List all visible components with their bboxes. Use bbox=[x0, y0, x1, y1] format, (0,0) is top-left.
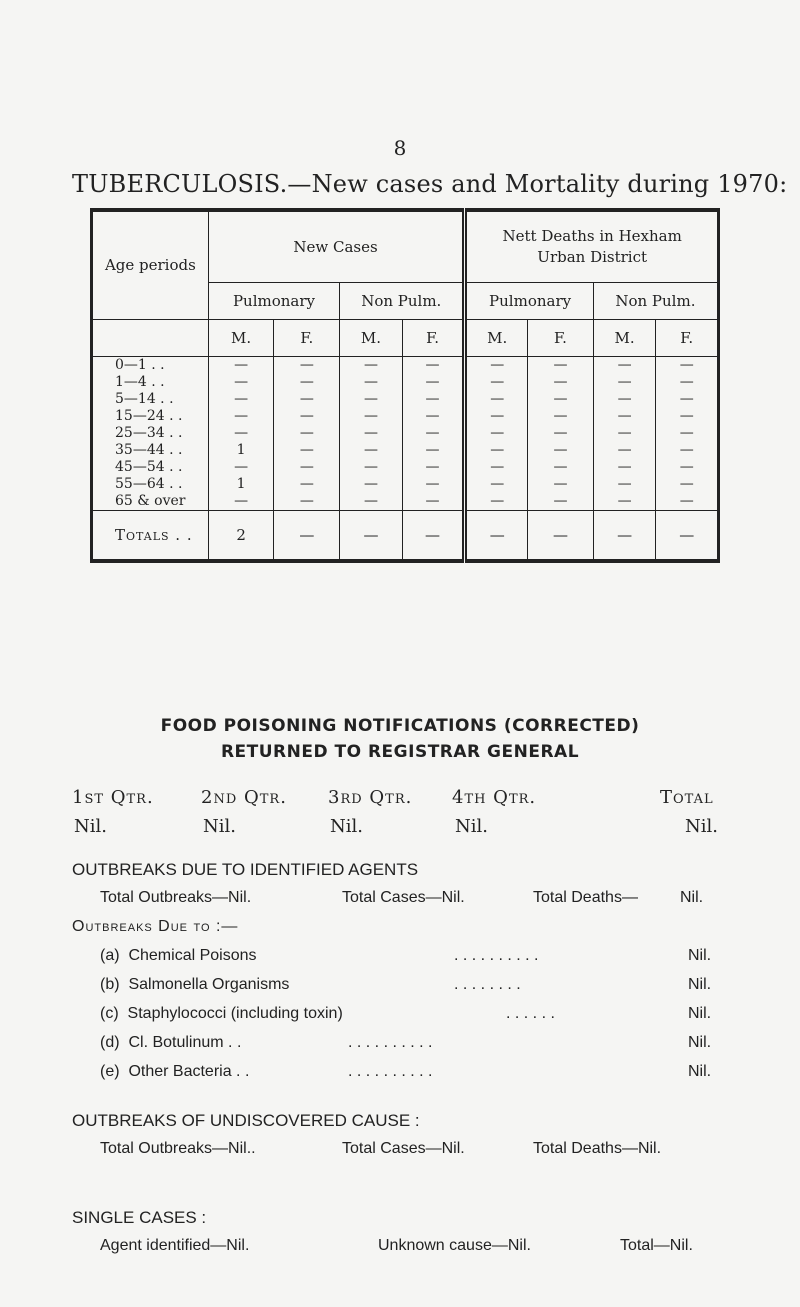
total-cell: — bbox=[274, 511, 340, 562]
table-cell: — bbox=[679, 493, 694, 509]
identified-total-deaths-value: Nil. bbox=[680, 889, 704, 906]
agent-text: Salmonella Organisms bbox=[128, 976, 290, 993]
col-death-pulm-f bbox=[528, 357, 594, 511]
header-new-cases: New Cases bbox=[208, 210, 465, 283]
header-nett-deaths bbox=[465, 210, 719, 283]
quarter-value-1: Nil. bbox=[74, 816, 107, 837]
table-cell: — bbox=[490, 442, 505, 458]
table-cell: — bbox=[363, 425, 378, 441]
total-cell: — bbox=[465, 511, 528, 562]
agent-value: Nil. bbox=[688, 976, 712, 993]
table-cell: — bbox=[363, 374, 378, 390]
age-group: 0—1 . . bbox=[115, 357, 165, 373]
table-cell: — bbox=[490, 408, 505, 424]
agent-label: (d) bbox=[100, 1034, 120, 1051]
agent-label: (c) bbox=[100, 1005, 119, 1022]
table-cell: — bbox=[363, 493, 378, 509]
agent-label: (e) bbox=[100, 1063, 120, 1080]
table-cell: — bbox=[553, 374, 568, 390]
agent-text: Cl. Botulinum . . bbox=[128, 1034, 242, 1051]
table-cell: — bbox=[363, 408, 378, 424]
table-cell: — bbox=[363, 476, 378, 492]
single-unknown-cause: Unknown cause—Nil. bbox=[378, 1237, 531, 1254]
page-number: 8 bbox=[393, 136, 407, 160]
totals-label: Totals . . bbox=[92, 511, 209, 562]
agent-dots: . . . . . . . . . . bbox=[348, 1063, 433, 1080]
total-cell: 2 bbox=[208, 511, 274, 562]
quarter-label-3: 3rd Qtr. bbox=[328, 787, 413, 808]
table-cell: — bbox=[234, 374, 249, 390]
table-cell: — bbox=[490, 476, 505, 492]
table-cell: — bbox=[490, 459, 505, 475]
table-cell: — bbox=[553, 442, 568, 458]
quarter-value-2: Nil. bbox=[203, 816, 236, 837]
agent-dots: . . . . . . . . bbox=[454, 976, 521, 993]
table-cell: — bbox=[425, 408, 440, 424]
sub-header-pulmonary: Pulmonary bbox=[208, 283, 339, 320]
table-cell: — bbox=[553, 391, 568, 407]
table-cell: — bbox=[490, 357, 505, 373]
undiscovered-total-cases: Total Cases—Nil. bbox=[342, 1140, 465, 1157]
undiscovered-total-deaths: Total Deaths—Nil. bbox=[533, 1140, 662, 1157]
agent-value: Nil. bbox=[688, 1034, 712, 1051]
agent-value: Nil. bbox=[688, 1063, 712, 1080]
age-group: 25—34 . . bbox=[115, 425, 183, 441]
outbreaks-identified-heading: OUTBREAKS DUE TO IDENTIFIED AGENTS bbox=[72, 860, 419, 879]
table-cell: — bbox=[425, 425, 440, 441]
table-cell: — bbox=[553, 459, 568, 475]
sex-header-f: F. bbox=[274, 320, 340, 357]
agent-label: (a) bbox=[100, 947, 120, 964]
table-cell: — bbox=[679, 459, 694, 475]
sub-header-pulmonary: Pulmonary bbox=[465, 283, 594, 320]
table-cell: — bbox=[490, 493, 505, 509]
table-cell: — bbox=[425, 442, 440, 458]
agent-dots: . . . . . . . . . . bbox=[348, 1034, 433, 1051]
col-new-nonpulm-f bbox=[402, 357, 465, 511]
quarter-value-4: Nil. bbox=[455, 816, 488, 837]
food-poisoning-heading-1: FOOD POISONING NOTIFICATIONS (CORRECTED) bbox=[160, 716, 640, 736]
sex-header-f: F. bbox=[402, 320, 465, 357]
age-group: 35—44 . . bbox=[115, 442, 183, 458]
single-cases-heading: SINGLE CASES : bbox=[72, 1208, 207, 1227]
table-cell: — bbox=[553, 408, 568, 424]
agent-row-d bbox=[100, 1034, 241, 1052]
agent-dots: . . . . . . bbox=[506, 1005, 555, 1022]
table-cell: — bbox=[617, 459, 632, 475]
total-cell: — bbox=[593, 511, 656, 562]
outbreaks-due-to-label: Outbreaks Due to :— bbox=[72, 918, 239, 935]
table-cell: — bbox=[679, 357, 694, 373]
table-cell: — bbox=[617, 493, 632, 509]
table-cell: — bbox=[363, 459, 378, 475]
table-cell: — bbox=[490, 391, 505, 407]
single-agent-identified: Agent identified—Nil. bbox=[100, 1237, 250, 1254]
age-group: 1—4 . . bbox=[115, 374, 165, 390]
table-cell: — bbox=[679, 425, 694, 441]
col-death-pulm-m bbox=[465, 357, 528, 511]
table-cell: — bbox=[679, 391, 694, 407]
agent-value: Nil. bbox=[688, 1005, 712, 1022]
table-cell: — bbox=[490, 374, 505, 390]
table-cell: — bbox=[363, 442, 378, 458]
agent-dots: . . . . . . . . . . bbox=[454, 947, 539, 964]
quarter-label-1: 1st Qtr. bbox=[72, 787, 154, 808]
table-cell: — bbox=[234, 459, 249, 475]
quarter-value-3: Nil. bbox=[330, 816, 363, 837]
table-cell: 1 bbox=[236, 476, 246, 492]
col-death-nonpulm-m bbox=[593, 357, 656, 511]
page-title: TUBERCULOSIS.—New cases and Mortality during 1970: bbox=[72, 170, 788, 198]
table-cell: — bbox=[617, 374, 632, 390]
table-cell: — bbox=[299, 476, 314, 492]
table-cell: — bbox=[425, 459, 440, 475]
table-cell: — bbox=[299, 442, 314, 458]
total-cell: — bbox=[656, 511, 719, 562]
table-cell: — bbox=[234, 493, 249, 509]
table-cell: — bbox=[679, 408, 694, 424]
table-cell: — bbox=[234, 425, 249, 441]
table-cell: — bbox=[363, 391, 378, 407]
quarter-label-4: 4th Qtr. bbox=[452, 787, 537, 808]
agent-row-e bbox=[100, 1063, 249, 1081]
table-cell: — bbox=[679, 476, 694, 492]
agent-row-c bbox=[100, 1005, 343, 1023]
table-cell: — bbox=[299, 425, 314, 441]
table-cell: — bbox=[553, 425, 568, 441]
total-cell: — bbox=[402, 511, 465, 562]
table-cell: — bbox=[617, 357, 632, 373]
table-cell: — bbox=[553, 476, 568, 492]
table-cell: 1 bbox=[236, 442, 246, 458]
col-new-pulm-f bbox=[274, 357, 340, 511]
table-cell: — bbox=[617, 476, 632, 492]
table-cell: — bbox=[299, 493, 314, 509]
tuberculosis-table bbox=[90, 208, 720, 563]
sex-header-f: F. bbox=[656, 320, 719, 357]
sex-header-m: M. bbox=[593, 320, 656, 357]
sex-header-m: M. bbox=[208, 320, 274, 357]
identified-total-deaths: Total Deaths— bbox=[533, 889, 638, 906]
header-deaths-line2: Urban District bbox=[537, 248, 648, 266]
col-new-pulm-m bbox=[208, 357, 274, 511]
agent-text: Other Bacteria . . bbox=[128, 1063, 250, 1080]
quarter-label-total: Total bbox=[660, 787, 714, 808]
table-cell: — bbox=[617, 391, 632, 407]
sub-header-non-pulm: Non Pulm. bbox=[593, 283, 718, 320]
header-age-periods: Age periods bbox=[92, 210, 209, 320]
age-group: 15—24 . . bbox=[115, 408, 183, 424]
table-cell: — bbox=[234, 391, 249, 407]
table-cell: — bbox=[553, 493, 568, 509]
single-total: Total—Nil. bbox=[620, 1237, 693, 1254]
header-deaths-line1: Nett Deaths in Hexham bbox=[502, 227, 682, 245]
table-cell: — bbox=[425, 476, 440, 492]
agent-row-a bbox=[100, 947, 257, 965]
table-cell: — bbox=[234, 408, 249, 424]
table-cell: — bbox=[425, 357, 440, 373]
table-cell: — bbox=[234, 357, 249, 373]
age-group: 5—14 . . bbox=[115, 391, 174, 407]
agent-label: (b) bbox=[100, 976, 120, 993]
food-poisoning-heading-2: RETURNED TO REGISTRAR GENERAL bbox=[220, 742, 580, 762]
quarter-value-total: Nil. bbox=[685, 816, 718, 837]
identified-total-outbreaks: Total Outbreaks—Nil. bbox=[100, 889, 252, 906]
table-cell: — bbox=[299, 459, 314, 475]
agent-text: Chemical Poisons bbox=[128, 947, 257, 964]
outbreaks-undiscovered-heading: OUTBREAKS OF UNDISCOVERED CAUSE : bbox=[72, 1111, 420, 1130]
table-cell: — bbox=[679, 442, 694, 458]
table-cell: — bbox=[617, 442, 632, 458]
age-group: 55—64 . . bbox=[115, 476, 183, 492]
table-cell: — bbox=[425, 391, 440, 407]
col-new-nonpulm-m bbox=[340, 357, 403, 511]
table-cell: — bbox=[299, 391, 314, 407]
table-cell: — bbox=[617, 425, 632, 441]
age-group: 65 & over bbox=[115, 493, 186, 509]
agent-text: Staphylococci (including toxin) bbox=[127, 1005, 343, 1022]
table-cell: — bbox=[299, 357, 314, 373]
table-cell: — bbox=[299, 374, 314, 390]
age-periods-column bbox=[92, 357, 209, 511]
sub-header-non-pulm: Non Pulm. bbox=[340, 283, 465, 320]
table-cell: — bbox=[425, 374, 440, 390]
agent-value: Nil. bbox=[688, 947, 712, 964]
agent-row-b bbox=[100, 976, 289, 994]
table-cell: — bbox=[553, 357, 568, 373]
sex-header-m: M. bbox=[340, 320, 403, 357]
total-cell: — bbox=[340, 511, 403, 562]
quarter-label-2: 2nd Qtr. bbox=[201, 787, 287, 808]
undiscovered-total-outbreaks: Total Outbreaks—Nil.. bbox=[100, 1140, 256, 1157]
age-group: 45—54 . . bbox=[115, 459, 183, 475]
col-death-nonpulm-f bbox=[656, 357, 719, 511]
sex-header-blank bbox=[92, 320, 209, 357]
sex-header-m: M. bbox=[465, 320, 528, 357]
table-cell: — bbox=[679, 374, 694, 390]
table-cell: — bbox=[299, 408, 314, 424]
total-cell: — bbox=[528, 511, 594, 562]
table-cell: — bbox=[363, 357, 378, 373]
sex-header-f: F. bbox=[528, 320, 594, 357]
table-cell: — bbox=[617, 408, 632, 424]
identified-total-cases: Total Cases—Nil. bbox=[342, 889, 465, 906]
table-cell: — bbox=[490, 425, 505, 441]
table-cell: — bbox=[425, 493, 440, 509]
